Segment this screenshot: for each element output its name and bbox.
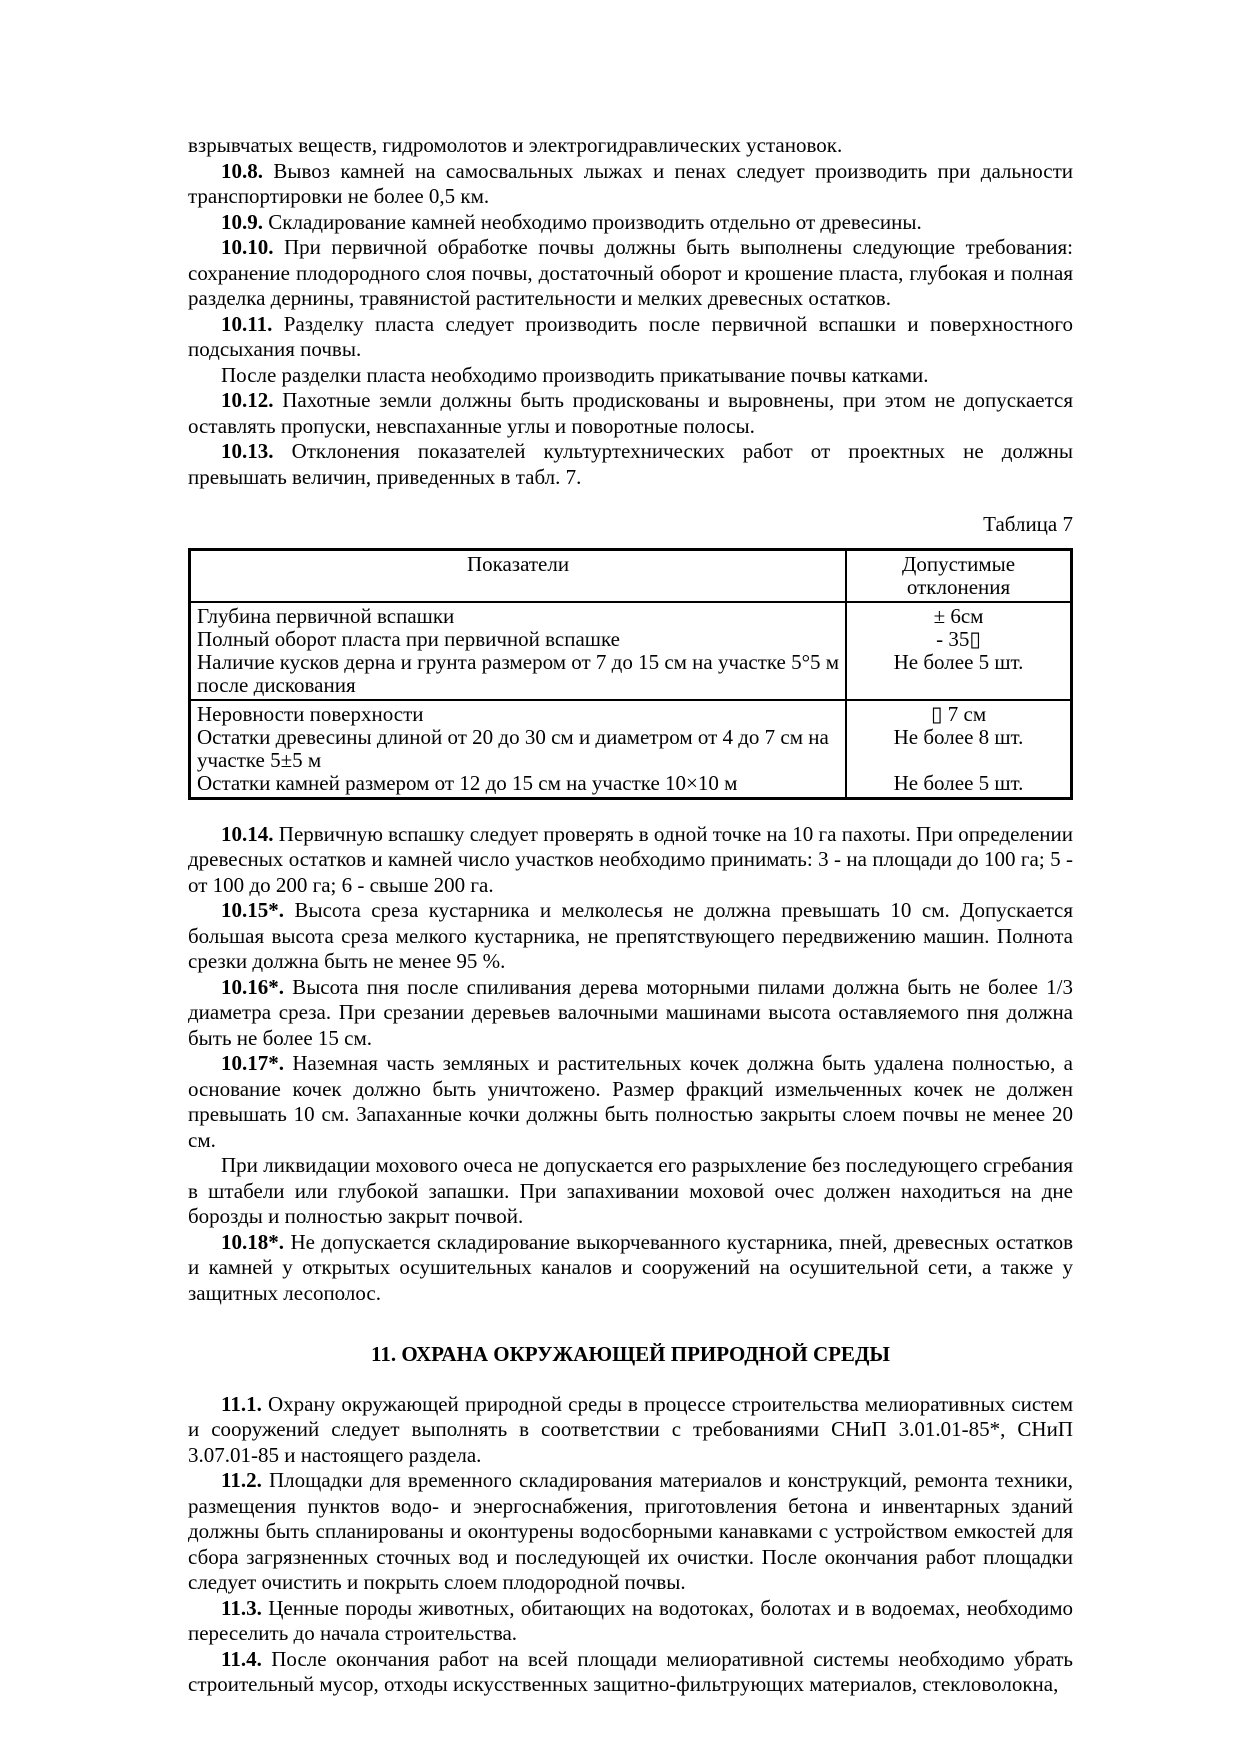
indicators-cell: [190, 700, 847, 799]
clause-text: Высота пня после спиливания дерева моторными пилами должна быть не более 1/3 диаметра среза. При срезании деревьев валочными машинами высота оставляемого пня должна быть не более 15 см.: [188, 974, 1073, 1050]
paragraph-10-8: [188, 159, 1073, 210]
clause-text: Складирование камней необходимо производить отдельно от древесины.: [268, 209, 922, 234]
clause-number: 11.1.: [221, 1391, 262, 1416]
paragraph-10-16: [188, 975, 1073, 1052]
cell-line: Остатки камней размером от 12 до 15 см на участке 10×10 м: [197, 770, 738, 795]
clause-text: После разделки пласта необходимо производить прикатывание почвы катками.: [221, 362, 929, 387]
clause-text: После окончания работ на всей площади мелиоративной системы необходимо убрать строительный мусор, отходы искусственных защитно-фильтрующих материалов, стекловолокна,: [188, 1646, 1073, 1696]
paragraph-11-3: [188, 1596, 1073, 1647]
clause-number: 10.11.: [221, 311, 273, 336]
clause-number: 10.18*.: [221, 1229, 284, 1254]
paragraph-10-12: [188, 388, 1073, 439]
paragraph-10-9: [188, 210, 1073, 236]
clause-number: 11.2.: [221, 1468, 262, 1492]
clause-text: Первичную вспашку следует проверять в одной точке на 10 га пахоты. При определении древесных остатков и камней число участков необходимо принимать: 3 - на площади до 100 га; 5 - от 100 до 200 га; 6 - свыше 200 га.: [188, 821, 1073, 897]
cell-line: Неровности поверхности: [197, 701, 424, 726]
clause-text: Пахотные земли должны быть продискованы и выровнены, при этом не допускается оставлять пропуски, невспаханные углы и поворотные полосы.: [188, 388, 1073, 438]
clause-text: взрывчатых веществ, гидромолотов и электрогидравлических установок.: [188, 133, 843, 157]
table-7: [188, 548, 1073, 800]
cell-line: Не более 5 шт.: [893, 649, 1024, 674]
paragraph-10-17-cont: [188, 1153, 1073, 1230]
cell-line: [853, 674, 1064, 697]
table-header-row: [190, 549, 1072, 602]
cell-line: - 35▯: [936, 626, 981, 651]
clause-text: Охрану окружающей природной среды в процессе строительства мелиоративных систем и сооружений следует выполнять в соответствии с требованиями СНиП 3.01.01-85*, СНиП 3.07.01-85 и настоящего раздела.: [188, 1391, 1074, 1467]
cell-line: после дискования: [197, 672, 356, 697]
clause-number: 10.9.: [221, 209, 263, 234]
clause-text: Не допускается складирование выкорчеванного кустарника, пней, древесных остатков и камней у открытых осушительных каналов и сооружений на осушительной сети, а также у защитных лесополос.: [188, 1229, 1073, 1305]
cell-line: Остатки древесины длиной от 20 до 30 см и диаметром от 4 до 7 см на: [197, 724, 829, 749]
cell-line: ▯ 7 см: [930, 701, 987, 726]
indicators-cell: [190, 602, 847, 700]
paragraph-10-18: [188, 1230, 1073, 1307]
section-heading-11: 11. ОХРАНА ОКРУЖАЮЩЕЙ ПРИРОДНОЙ СРЕДЫ: [370, 1342, 891, 1366]
clause-number: 11.3.: [221, 1595, 262, 1620]
clause-text: Разделку пласта следует производить после первичной вспашки и поверхностного подсыхания почвы.: [188, 311, 1073, 361]
paragraph-10-14: [188, 822, 1073, 899]
cell-line: Глубина первичной вспашки: [197, 603, 455, 628]
table-caption: Таблица 7: [983, 512, 1073, 536]
paragraph-continuation: [188, 133, 1073, 159]
deviations-cell: [846, 700, 1071, 799]
clause-number: 10.14.: [221, 821, 274, 846]
cell-line: ± 6см: [933, 603, 984, 628]
clause-text: Вывоз камней на самосвальных лыжах и пенах следует производить при дальности транспортировки не более 0,5 км.: [188, 158, 1074, 208]
paragraph-10-10: [188, 235, 1073, 312]
clause-text: При первичной обработке почвы должны быть выполнены следующие требования: сохранение плодородного слоя почвы, достаточный оборот и крошение пласта, глубокая и полная разделка дернины, травянистой растительности и мелких древесных остатков.: [188, 235, 1073, 310]
clause-text: Наземная часть земляных и растительных кочек должна быть удалена полностью, а основание кочек должно быть уничтожено. Размер фракций измельченных кочек не должен превышать 10 см. Запаханные кочки должны быть полностью закрыты слоем почвы не менее 20 см.: [188, 1051, 1073, 1152]
clause-number: 10.10.: [221, 235, 274, 259]
cell-line: Полный оборот пласта при первичной вспашке: [197, 626, 620, 651]
paragraph-10-15: [188, 898, 1073, 975]
clause-number: 10.13.: [221, 439, 274, 463]
table-row-group-1: [190, 602, 1072, 700]
clause-text: При ликвидации мохового очеса не допускается его разрыхление без последующего сгребания в штабели или глубокой запашки. При запахивании моховой очес должен находиться на дне борозды и полностью закрыт почвой.: [188, 1153, 1073, 1228]
cell-line: [853, 749, 1064, 772]
clause-number: 10.17*.: [221, 1051, 284, 1075]
clause-number: 10.15*.: [221, 898, 284, 922]
clause-number: 10.16*.: [221, 974, 284, 999]
col-header-allowed-deviations: Допустимые отклонения: [846, 549, 1071, 602]
cell-line: Не более 8 шт.: [893, 724, 1024, 749]
clause-number: 10.8.: [221, 158, 263, 183]
paragraph-10-11-cont: [188, 363, 1073, 389]
paragraph-11-1: [188, 1392, 1073, 1469]
col-header-indicators: Показатели: [190, 549, 847, 602]
cell-line: участке 5±5 м: [197, 747, 322, 772]
table-row-group-2: [190, 700, 1072, 799]
clause-text: Площадки для временного складирования материалов и конструкций, ремонта техники, размещения пунктов водо- и энергоснабжения, приготовления бетона и инвентарных зданий должны быть спланированы и оконтурены водосборными канавками с устройством емкостей для сбора загрязненных сточных вод и последующей их очистки. После окончания работ площадки следует очистить и покрыть слоем плодородной почвы.: [188, 1468, 1073, 1594]
clause-text: Высота среза кустарника и мелколесья не должна превышать 10 см. Допускается большая высота среза мелкого кустарника, не препятствующего передвижению машин. Полнота срезки должна быть не менее 95 %.: [188, 898, 1073, 973]
clause-text: Ценные породы животных, обитающих на водотоках, болотах и в водоемах, необходимо переселить до начала строительства.: [188, 1595, 1073, 1645]
deviations-cell: [846, 602, 1071, 700]
cell-line: Наличие кусков дерна и грунта размером от 7 до 15 см на участке 5°5 м: [197, 649, 840, 674]
paragraph-11-2: [188, 1468, 1073, 1596]
paragraph-10-17: [188, 1051, 1073, 1153]
clause-number: 10.12.: [221, 388, 274, 412]
clause-number: 11.4.: [221, 1646, 262, 1671]
paragraph-11-4: [188, 1647, 1073, 1698]
cell-line: Не более 5 шт.: [893, 770, 1024, 795]
clause-text: Отклонения показателей культуртехнических работ от проектных не должны превышать величин, приведенных в табл. 7.: [188, 439, 1073, 489]
paragraph-10-13: [188, 439, 1073, 490]
paragraph-10-11: [188, 312, 1073, 363]
